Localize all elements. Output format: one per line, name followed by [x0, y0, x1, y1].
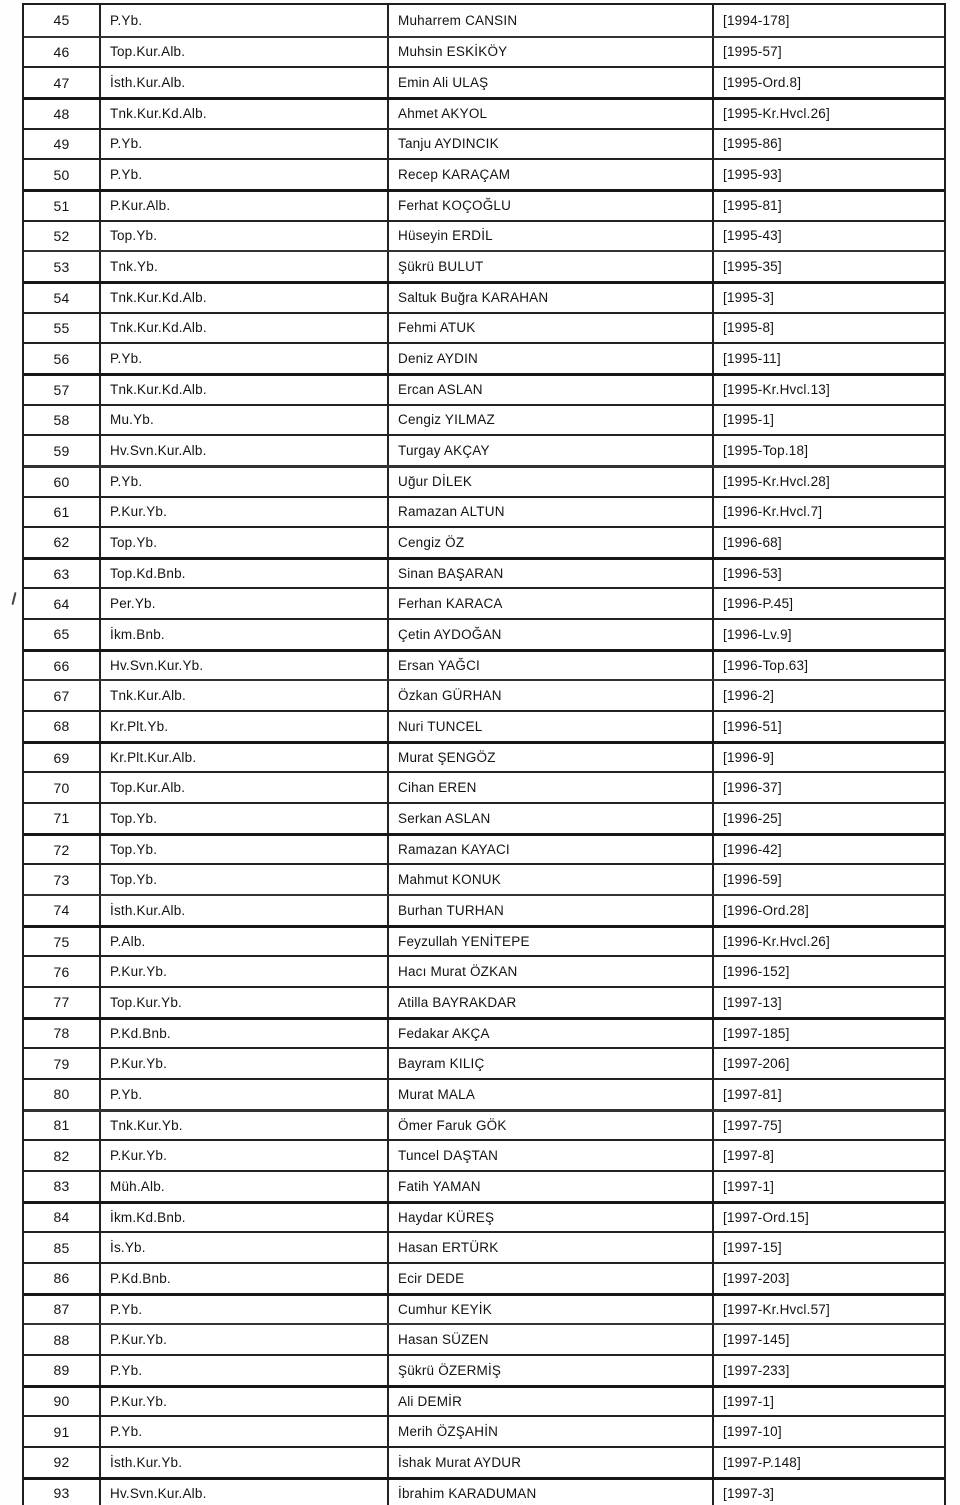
table-row — [24, 802, 944, 833]
year-number-cell: [1997-233] — [712, 1356, 944, 1385]
rank-cell: P.Kur.Yb. — [99, 498, 387, 527]
year-number-cell: [1995-57] — [712, 38, 944, 67]
row-number-cell: 55 — [53, 319, 70, 336]
name-cell: Murat MALA — [387, 1080, 712, 1109]
year-number-cell: [1996-37] — [712, 773, 944, 802]
table-row — [24, 679, 944, 710]
name-cell: Cihan EREN — [387, 773, 712, 802]
table-row — [24, 1139, 944, 1170]
rank-cell: Tnk.Kur.Alb. — [99, 681, 387, 710]
name-cell: Ferhat KOÇOĞLU — [387, 192, 712, 220]
rank-cell: P.Yb. — [99, 1296, 387, 1324]
table-row — [24, 1293, 944, 1324]
rank-cell: P.Yb. — [99, 130, 387, 159]
year-number-cell: [1997-1] — [712, 1388, 944, 1416]
table-row — [24, 36, 944, 67]
year-number-cell: [1995-81] — [712, 192, 944, 220]
row-number-cell: 85 — [53, 1239, 70, 1256]
year-number-cell: [1997-Kr.Hvcl.57] — [712, 1296, 944, 1324]
row-number-cell: 76 — [53, 963, 70, 980]
row-number-cell: 80 — [53, 1086, 70, 1103]
rank-cell: Top.Yb. — [99, 865, 387, 894]
year-number-cell: [1995-11] — [712, 344, 944, 373]
year-number-cell: [1996-Ord.28] — [712, 896, 944, 925]
personnel-roster-table — [22, 3, 946, 1505]
year-number-cell: [1995-93] — [712, 160, 944, 189]
row-number-cell: 93 — [53, 1485, 70, 1502]
year-number-cell: [1997-Ord.15] — [712, 1204, 944, 1232]
rank-cell: Kr.Plt.Yb. — [99, 712, 387, 741]
rank-cell: Top.Yb. — [99, 804, 387, 833]
rank-cell: P.Kd.Bnb. — [99, 1020, 387, 1048]
row-number-cell: 71 — [53, 810, 70, 827]
table-row — [24, 955, 944, 986]
row-number-cell: 70 — [53, 779, 70, 796]
rank-cell: İsth.Kur.Alb. — [99, 896, 387, 925]
row-number-cell: 81 — [53, 1117, 70, 1134]
name-cell: Hüseyin ERDİL — [387, 222, 712, 251]
row-number-cell: 51 — [53, 197, 70, 214]
row-number-cell: 69 — [53, 749, 70, 766]
rank-cell: Top.Yb. — [99, 836, 387, 864]
year-number-cell: [1996-Kr.Hvcl.7] — [712, 498, 944, 527]
row-number-cell: 78 — [53, 1025, 70, 1042]
year-number-cell: [1996-152] — [712, 957, 944, 986]
rank-cell: P.Kur.Yb. — [99, 1388, 387, 1416]
name-cell: Nuri TUNCEL — [387, 712, 712, 741]
rank-cell: İsth.Kur.Alb. — [99, 68, 387, 97]
rank-cell: Tnk.Kur.Kd.Alb. — [99, 100, 387, 128]
year-number-cell: [1995-35] — [712, 252, 944, 281]
table-row — [24, 1109, 944, 1140]
name-cell: Hasan SÜZEN — [387, 1325, 712, 1354]
rank-cell: Tnk.Kur.Kd.Alb. — [99, 314, 387, 343]
row-number-cell: 87 — [53, 1301, 70, 1318]
year-number-cell: [1996-68] — [712, 528, 944, 557]
table-row — [24, 1047, 944, 1078]
name-cell: Şükrü ÖZERMİŞ — [387, 1356, 712, 1385]
table-row — [24, 250, 944, 281]
table-row — [24, 894, 944, 925]
rank-cell: P.Alb. — [99, 928, 387, 956]
row-number-cell: 61 — [53, 503, 70, 520]
row-number-cell: 84 — [53, 1209, 70, 1226]
table-row — [24, 1415, 944, 1446]
table-row — [24, 618, 944, 649]
table-row — [24, 557, 944, 588]
row-number-cell: 67 — [53, 687, 70, 704]
name-cell: Ersan YAĞCI — [387, 652, 712, 680]
name-cell: Serkan ASLAN — [387, 804, 712, 833]
table-row — [24, 373, 944, 404]
table-row — [24, 434, 944, 465]
name-cell: Saltuk Buğra KARAHAN — [387, 284, 712, 312]
name-cell: Turgay AKÇAY — [387, 436, 712, 465]
year-number-cell: [1997-13] — [712, 988, 944, 1017]
name-cell: Uğur DİLEK — [387, 468, 712, 496]
year-number-cell: [1997-185] — [712, 1020, 944, 1048]
row-number-cell: 62 — [53, 534, 70, 551]
row-number-cell: 72 — [53, 841, 70, 858]
row-number-cell: 59 — [53, 442, 70, 459]
year-number-cell: [1997-75] — [712, 1112, 944, 1140]
table-row — [24, 1354, 944, 1385]
table-row — [24, 925, 944, 956]
year-number-cell: [1996-2] — [712, 681, 944, 710]
year-number-cell: [1995-Kr.Hvcl.26] — [712, 100, 944, 128]
name-cell: Ramazan KAYACI — [387, 836, 712, 864]
name-cell: Mahmut KONUK — [387, 865, 712, 894]
year-number-cell: [1997-1] — [712, 1172, 944, 1201]
name-cell: İshak Murat AYDUR — [387, 1448, 712, 1477]
row-number-cell: 68 — [53, 718, 70, 735]
row-number-cell: 47 — [53, 74, 70, 91]
name-cell: Hasan ERTÜRK — [387, 1233, 712, 1262]
name-cell: Sinan BAŞARAN — [387, 560, 712, 588]
row-number-cell: 45 — [53, 12, 70, 29]
name-cell: Fehmi ATUK — [387, 314, 712, 343]
year-number-cell: [1995-3] — [712, 284, 944, 312]
name-cell: Cumhur KEYİK — [387, 1296, 712, 1324]
year-number-cell: [1997-15] — [712, 1233, 944, 1262]
year-number-cell: [1996-53] — [712, 560, 944, 588]
name-cell: Şükrü BULUT — [387, 252, 712, 281]
table-row — [24, 220, 944, 251]
row-number-cell: 91 — [53, 1423, 70, 1440]
year-number-cell: [1997-8] — [712, 1141, 944, 1170]
name-cell: Cengiz YILMAZ — [387, 406, 712, 435]
row-number-cell: 92 — [53, 1454, 70, 1471]
name-cell: Çetin AYDOĞAN — [387, 620, 712, 649]
name-cell: Recep KARAÇAM — [387, 160, 712, 189]
year-number-cell: [1997-206] — [712, 1049, 944, 1078]
year-number-cell: [1997-81] — [712, 1080, 944, 1109]
rank-cell: Top.Kur.Alb. — [99, 773, 387, 802]
table-row — [24, 986, 944, 1017]
rank-cell: P.Yb. — [99, 160, 387, 189]
name-cell: Özkan GÜRHAN — [387, 681, 712, 710]
rank-cell: P.Yb. — [99, 1356, 387, 1385]
rank-cell: P.Kur.Yb. — [99, 1049, 387, 1078]
name-cell: Ahmet AKYOL — [387, 100, 712, 128]
row-number-cell: 49 — [53, 135, 70, 152]
rank-cell: Top.Kd.Bnb. — [99, 560, 387, 588]
rank-cell: Hv.Svn.Kur.Alb. — [99, 436, 387, 465]
year-number-cell: [1997-10] — [712, 1417, 944, 1446]
name-cell: Cengiz ÖZ — [387, 528, 712, 557]
row-number-cell: 60 — [53, 473, 70, 490]
year-number-cell: [1997-3] — [712, 1480, 944, 1505]
name-cell: Burhan TURHAN — [387, 896, 712, 925]
year-number-cell: [1995-Top.18] — [712, 436, 944, 465]
row-number-cell: 66 — [53, 657, 70, 674]
row-number-cell: 54 — [53, 289, 70, 306]
row-number-cell: 83 — [53, 1178, 70, 1195]
row-number-cell: 73 — [53, 871, 70, 888]
row-number-cell: 50 — [53, 166, 70, 183]
scan-artifact — [11, 592, 16, 605]
rank-cell: P.Yb. — [99, 1080, 387, 1109]
table-row — [24, 1446, 944, 1477]
name-cell: Ecir DEDE — [387, 1264, 712, 1293]
rank-cell: Top.Kur.Alb. — [99, 38, 387, 67]
rank-cell: Kr.Plt.Kur.Alb. — [99, 744, 387, 772]
year-number-cell: [1995-86] — [712, 130, 944, 159]
rank-cell: P.Kd.Bnb. — [99, 1264, 387, 1293]
year-number-cell: [1995-43] — [712, 222, 944, 251]
rank-cell: Top.Yb. — [99, 528, 387, 557]
row-number-cell: 65 — [53, 626, 70, 643]
table-row — [24, 771, 944, 802]
rank-cell: İkm.Kd.Bnb. — [99, 1204, 387, 1232]
rank-cell: Hv.Svn.Kur.Yb. — [99, 652, 387, 680]
rank-cell: Tnk.Kur.Kd.Alb. — [99, 376, 387, 404]
row-number-cell: 77 — [53, 994, 70, 1011]
table-row — [24, 1017, 944, 1048]
name-cell: Ali DEMİR — [387, 1388, 712, 1416]
name-cell: Murat ŞENGÖZ — [387, 744, 712, 772]
row-number-cell: 79 — [53, 1055, 70, 1072]
rank-cell: P.Kur.Yb. — [99, 1325, 387, 1354]
table-row — [24, 1078, 944, 1109]
table-row — [24, 1170, 944, 1201]
year-number-cell: [1995-Kr.Hvcl.13] — [712, 376, 944, 404]
year-number-cell: [1997-145] — [712, 1325, 944, 1354]
table-row — [24, 741, 944, 772]
table-row — [24, 1385, 944, 1416]
year-number-cell: [1995-8] — [712, 314, 944, 343]
name-cell: Emin Ali ULAŞ — [387, 68, 712, 97]
rank-cell: Müh.Alb. — [99, 1172, 387, 1201]
table-row — [24, 158, 944, 189]
rank-cell: İkm.Bnb. — [99, 620, 387, 649]
table-row — [24, 526, 944, 557]
name-cell: Ferhan KARACA — [387, 589, 712, 618]
rank-cell: Top.Yb. — [99, 222, 387, 251]
name-cell: Fatih YAMAN — [387, 1172, 712, 1201]
row-number-cell: 63 — [53, 565, 70, 582]
table-row — [24, 66, 944, 97]
row-number-cell: 88 — [53, 1331, 70, 1348]
table-row — [24, 342, 944, 373]
table-row — [24, 1323, 944, 1354]
rank-cell: Tnk.Kur.Yb. — [99, 1112, 387, 1140]
row-number-cell: 75 — [53, 933, 70, 950]
name-cell: Feyzullah YENİTEPE — [387, 928, 712, 956]
table-row — [24, 863, 944, 894]
rank-cell: P.Yb. — [99, 344, 387, 373]
table-row — [24, 404, 944, 435]
rank-cell: P.Kur.Yb. — [99, 957, 387, 986]
table-row — [24, 833, 944, 864]
row-number-cell: 52 — [53, 227, 70, 244]
row-number-cell: 46 — [53, 43, 70, 60]
name-cell: Tanju AYDINCIK — [387, 130, 712, 159]
rank-cell: Tnk.Kur.Kd.Alb. — [99, 284, 387, 312]
rank-cell: P.Kur.Alb. — [99, 192, 387, 220]
table-row — [24, 312, 944, 343]
year-number-cell: [1995-Ord.8] — [712, 68, 944, 97]
table-row — [24, 5, 944, 36]
rank-cell: Hv.Svn.Kur.Alb. — [99, 1480, 387, 1505]
row-number-cell: 56 — [53, 350, 70, 367]
table-row — [24, 128, 944, 159]
year-number-cell: [1997-P.148] — [712, 1448, 944, 1477]
table-row — [24, 1262, 944, 1293]
name-cell: Ömer Faruk GÖK — [387, 1112, 712, 1140]
table-row — [24, 281, 944, 312]
year-number-cell: [1996-Kr.Hvcl.26] — [712, 928, 944, 956]
name-cell: Fedakar AKÇA — [387, 1020, 712, 1048]
year-number-cell: [1996-51] — [712, 712, 944, 741]
rank-cell: P.Yb. — [99, 5, 387, 36]
rank-cell: Top.Kur.Yb. — [99, 988, 387, 1017]
table-row — [24, 496, 944, 527]
rank-cell: İs.Yb. — [99, 1233, 387, 1262]
name-cell: Ramazan ALTUN — [387, 498, 712, 527]
row-number-cell: 58 — [53, 411, 70, 428]
year-number-cell: [1996-25] — [712, 804, 944, 833]
row-number-cell: 90 — [53, 1393, 70, 1410]
name-cell: Ercan ASLAN — [387, 376, 712, 404]
table-row — [24, 1477, 944, 1505]
rank-cell: Tnk.Yb. — [99, 252, 387, 281]
name-cell: Merih ÖZŞAHİN — [387, 1417, 712, 1446]
name-cell: Muhsin ESKİKÖY — [387, 38, 712, 67]
name-cell: Bayram KILIÇ — [387, 1049, 712, 1078]
rank-cell: P.Yb. — [99, 1417, 387, 1446]
year-number-cell: [1996-Top.63] — [712, 652, 944, 680]
table-row — [24, 587, 944, 618]
rank-cell: Per.Yb. — [99, 589, 387, 618]
name-cell: Haydar KÜREŞ — [387, 1204, 712, 1232]
row-number-cell: 82 — [53, 1147, 70, 1164]
rank-cell: İsth.Kur.Yb. — [99, 1448, 387, 1477]
name-cell: Tuncel DAŞTAN — [387, 1141, 712, 1170]
name-cell: Atilla BAYRAKDAR — [387, 988, 712, 1017]
table-row — [24, 649, 944, 680]
name-cell: Muharrem CANSIN — [387, 5, 712, 36]
name-cell: Hacı Murat ÖZKAN — [387, 957, 712, 986]
table-row — [24, 1231, 944, 1262]
row-number-cell: 64 — [53, 595, 70, 612]
year-number-cell: [1996-P.45] — [712, 589, 944, 618]
year-number-cell: [1996-9] — [712, 744, 944, 772]
year-number-cell: [1996-Lv.9] — [712, 620, 944, 649]
row-number-cell: 86 — [53, 1270, 70, 1287]
row-number-cell: 57 — [53, 381, 70, 398]
table-row — [24, 1201, 944, 1232]
year-number-cell: [1995-1] — [712, 406, 944, 435]
table-row — [24, 189, 944, 220]
rank-cell: P.Yb. — [99, 468, 387, 496]
rank-cell: Mu.Yb. — [99, 406, 387, 435]
row-number-cell: 89 — [53, 1362, 70, 1379]
table-row — [24, 97, 944, 128]
rank-cell: P.Kur.Yb. — [99, 1141, 387, 1170]
table-row — [24, 710, 944, 741]
year-number-cell: [1994-178] — [712, 5, 944, 36]
table-row — [24, 465, 944, 496]
year-number-cell: [1996-59] — [712, 865, 944, 894]
year-number-cell: [1997-203] — [712, 1264, 944, 1293]
row-number-cell: 48 — [53, 105, 70, 122]
row-number-cell: 53 — [53, 258, 70, 275]
name-cell: Deniz AYDIN — [387, 344, 712, 373]
row-number-cell: 74 — [53, 902, 70, 919]
year-number-cell: [1996-42] — [712, 836, 944, 864]
name-cell: İbrahim KARADUMAN — [387, 1480, 712, 1505]
year-number-cell: [1995-Kr.Hvcl.28] — [712, 468, 944, 496]
